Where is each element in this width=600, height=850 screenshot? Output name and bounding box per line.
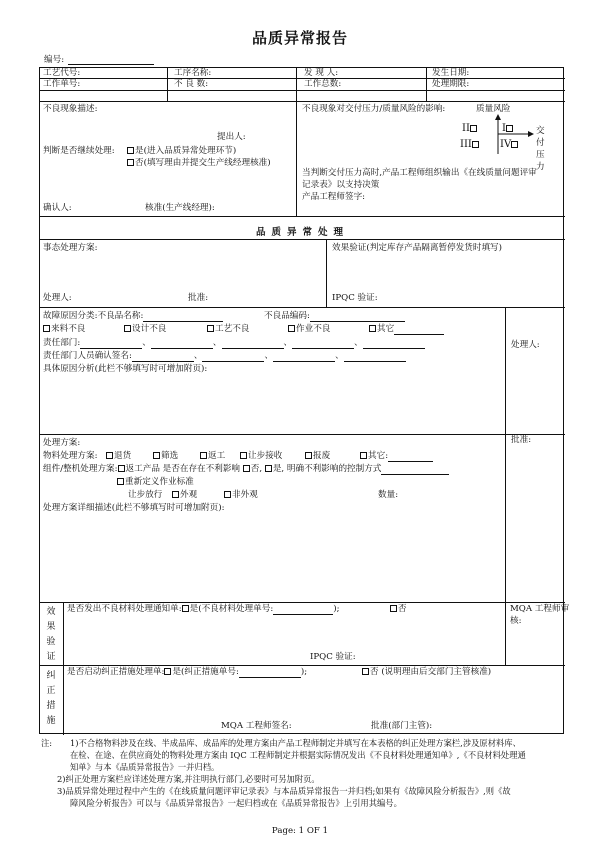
continue-label: 判断是否继续处理: bbox=[43, 146, 115, 156]
delivery-pressure-label: 交付压力 bbox=[536, 126, 545, 172]
handler-label: 处理人: bbox=[43, 293, 72, 303]
notes: 注: 1)不合格物料涉及在线、半成品库、成品库的处理方案由产品工程师制定并填写在本表格的纠正处理方案栏,涉及原材料库、 在检、在途、在供应商处的物料处理方案由 IQC 工程师制定并根据实际情况发出《不良材料处理通知单》,《不良材料处理通 知单》与本《品质异常报告》一并归档。 2)纠正处理方案栏应详述处理方案,并注明执行部门,必要时可另加附页。 3)品质异常处理过程中产生的《在线质量问题评审记录表》与本品质异常报告一并归档;如果有《故障风险分析报告》,则《故 障风险分析报告》可以与《品质异常报告》一起归档或在《品质异常报告》上引用其编号。 bbox=[41, 738, 526, 808]
checkbox[interactable] bbox=[127, 147, 134, 154]
serial-input-line[interactable] bbox=[68, 55, 154, 65]
dept-head-approve-label: 批准(部门主管): bbox=[371, 721, 433, 731]
risk-quadrant-diagram bbox=[458, 114, 538, 158]
effect-ipqc-label: IPQC 验证: bbox=[310, 652, 356, 662]
plan-approve-label: 批准: bbox=[511, 435, 532, 445]
date-label: 发生日期: bbox=[432, 68, 470, 78]
serial-label: 编号: bbox=[44, 55, 65, 65]
cause-option-operation[interactable]: 作业不良 bbox=[288, 324, 330, 335]
material-opt-other[interactable]: 其它: bbox=[360, 451, 433, 462]
defect-count-label: 不 良 数: bbox=[174, 79, 209, 89]
process-code-label: 工艺代号: bbox=[43, 68, 81, 78]
process-name-label: 工序名称: bbox=[174, 68, 212, 78]
cause-detail-label: 具体原因分析(此栏不够填写时可增加附页): bbox=[43, 364, 208, 374]
verify-label: 效果验证(判定库存产品隔离暂停发货时填写) bbox=[332, 243, 502, 253]
total-count-label: 工作总数: bbox=[304, 79, 342, 89]
material-opt-scrap[interactable]: 报废 bbox=[305, 451, 330, 462]
assembly-plan-row[interactable]: 组件/整机处理方案: 返工产品 是否在存在不利影响 否, 是, 明确不利影响的控制方式 bbox=[43, 464, 449, 475]
redefine-standard-option[interactable]: 重新定义作业标准 bbox=[117, 477, 194, 488]
resp-confirm-field[interactable]: 责任部门人员确认签名: 、 、 、 bbox=[43, 351, 406, 362]
impact-label: 不良现象对交付压力/质量风险的影响: bbox=[302, 104, 446, 114]
cause-class-label: 故障原因分类:不良品名称: bbox=[43, 311, 223, 322]
confirm-label: 确认人: bbox=[43, 203, 72, 213]
appearance-option[interactable]: 外观 bbox=[172, 490, 197, 501]
page-title: 品质异常报告 bbox=[251, 29, 348, 47]
quality-risk-label: 质量风险 bbox=[476, 104, 511, 114]
quadrant-1[interactable]: I bbox=[502, 123, 514, 134]
corrective-no-option[interactable]: 否 (说明理由后交部门主管核准) bbox=[362, 667, 491, 678]
page-footer: Page: 1 OF 1 bbox=[271, 826, 329, 836]
ipqc-label: IPQC 验证: bbox=[332, 293, 378, 303]
mqa-review-label: MQA 工程师审 bbox=[510, 604, 570, 614]
checkbox[interactable] bbox=[127, 159, 134, 166]
continue-yes-option[interactable]: 是(进入品质异常处理环节) bbox=[127, 146, 236, 157]
non-appearance-option[interactable]: 非外观 bbox=[224, 490, 258, 501]
cause-handler-label: 处理人: bbox=[511, 340, 540, 350]
material-opt-return[interactable]: 退货 bbox=[106, 451, 131, 462]
cause-option-other[interactable]: 其它 bbox=[369, 324, 444, 335]
pe-sign-label: 产品工程师签字: bbox=[302, 192, 366, 202]
plan-detail-label: 处理方案详细描述(此栏不够填写时可增加附页): bbox=[43, 503, 225, 513]
continue-no-option[interactable]: 否(填写理由并提交生产线经理核准) bbox=[127, 158, 271, 169]
deadline-label: 处理期限: bbox=[432, 79, 470, 89]
cause-option-process[interactable]: 工艺不良 bbox=[207, 324, 249, 335]
corrective-vertical-label: 纠 正 措 施 bbox=[46, 671, 56, 726]
material-plan-label: 物料处理方案: bbox=[43, 451, 98, 461]
cause-option-design[interactable]: 设计不良 bbox=[124, 324, 166, 335]
defect-code-field[interactable]: 不良品编码: bbox=[264, 311, 405, 322]
event-plan-label: 事态处理方案: bbox=[43, 243, 98, 253]
effect-vertical-label: 效 果 验 证 bbox=[46, 607, 56, 662]
concession-release-label: 让步放行 bbox=[128, 490, 163, 500]
proposer-label: 提出人: bbox=[217, 132, 246, 142]
quadrant-2[interactable]: II bbox=[462, 123, 478, 134]
material-opt-screen[interactable]: 筛选 bbox=[153, 451, 178, 462]
delivery-note-line2: 记录表》以支持决策 bbox=[302, 180, 380, 190]
delivery-note-line1: 当判断交付压力高时,产品工程师组织输出《在线质量问题评审 bbox=[302, 168, 537, 178]
mqa-sign-label: MQA 工程师签名: bbox=[221, 721, 292, 731]
notice-no-option[interactable]: 否 bbox=[390, 604, 407, 615]
serial-number-field[interactable] bbox=[44, 53, 154, 65]
quantity-label: 数量: bbox=[378, 490, 399, 500]
resp-dept-field[interactable]: 责任部门: 、 、 、 、 bbox=[43, 338, 425, 349]
report-form bbox=[39, 67, 570, 734]
corrective-question[interactable]: 是否启动纠正措施处理单: 是(纠正措施单号: ); bbox=[67, 667, 308, 677]
work-order-label: 工作单号: bbox=[43, 79, 81, 89]
quadrant-4[interactable]: IV bbox=[500, 139, 519, 150]
plan-label: 处理方案: bbox=[43, 438, 81, 448]
line-manager-approve-label: 核准(生产线经理): bbox=[145, 203, 215, 213]
finder-label: 发 现 人: bbox=[304, 68, 339, 78]
material-opt-rework[interactable]: 返工 bbox=[200, 451, 225, 462]
cause-option-incoming[interactable]: 来料不良 bbox=[43, 324, 85, 335]
notice-question[interactable]: 是否发出不良材料处理通知单: 是(不良材料处理单号: ); bbox=[67, 604, 340, 614]
approve-label: 批准: bbox=[188, 293, 209, 303]
material-opt-concession[interactable]: 让步接收 bbox=[240, 451, 282, 462]
quadrant-3[interactable]: III bbox=[460, 139, 480, 150]
mqa-review-label2: 核: bbox=[510, 616, 522, 626]
handling-section-title: 品质异常处理 bbox=[255, 227, 349, 238]
defect-desc-label: 不良现象描述: bbox=[43, 104, 98, 114]
